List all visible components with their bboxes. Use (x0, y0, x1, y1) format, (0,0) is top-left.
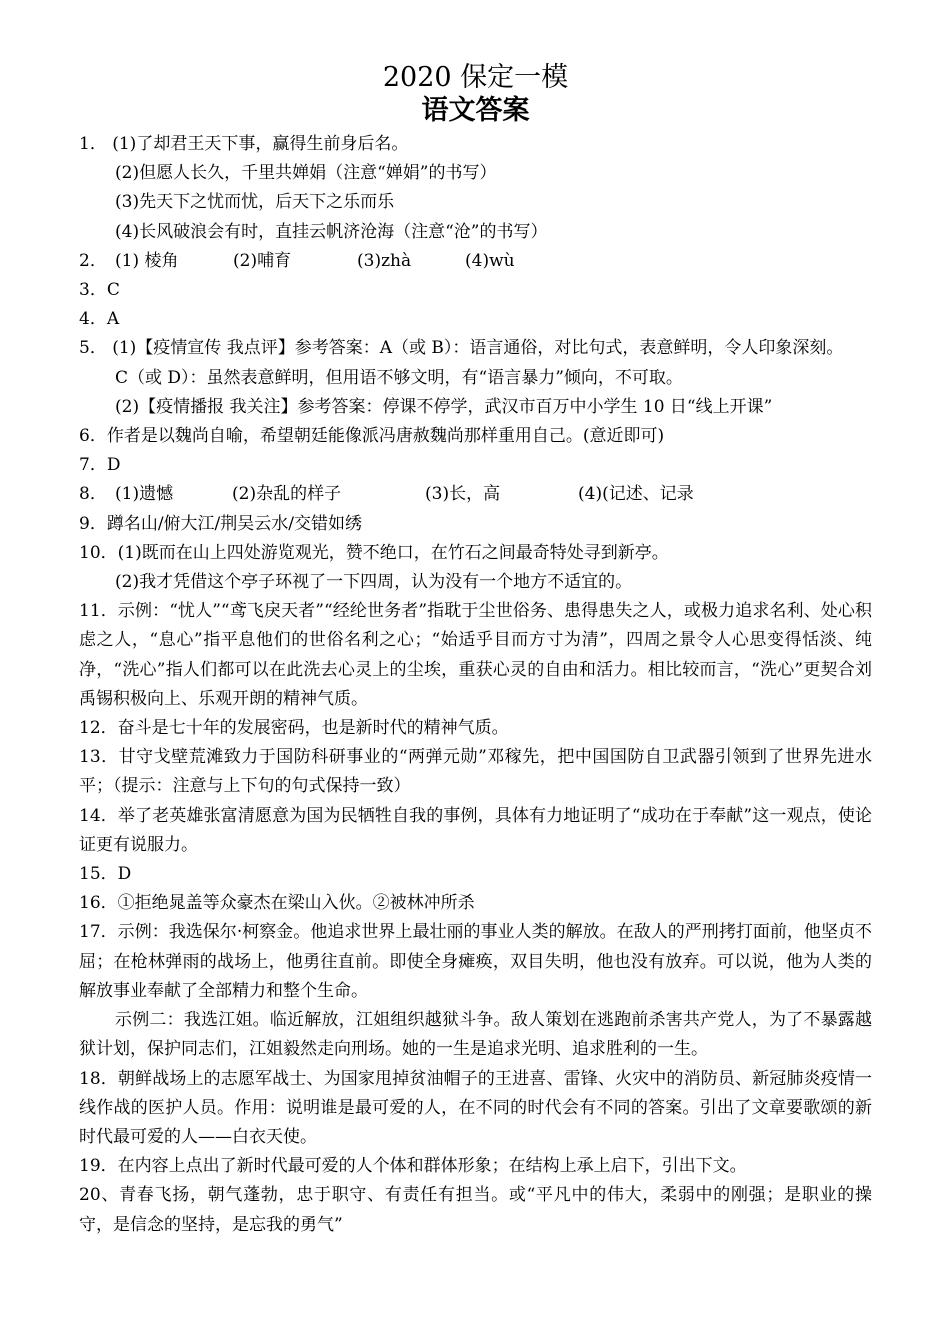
answer-2-item-3: (3)zhà (357, 250, 412, 271)
answer-1-item-3: (3)先天下之忧而忧，后天下之乐而乐 (115, 192, 395, 213)
answer-1-item-2: (2)但愿人长久，千里共婵娟（注意“婵娟”的书写） (115, 163, 497, 184)
answer-16: 16．①拒绝晁盖等众豪杰在梁山入伙。②被林冲所杀 (79, 893, 475, 914)
answer-2-item-1: (1) 棱角 (115, 250, 179, 271)
answer-13: 13．甘守戈壁荒滩致力于国防科研事业的“两弹元勋”邓稼先，把中国国防自卫武器引领到了世界先进水平；（提示：注意与上下句的句式保持一致） (79, 747, 872, 797)
answer-8-item-4: (4)(记述、记录 (578, 484, 694, 505)
answer-5-part-2: (2)【疫情播报 我关注】参考答案：停课不停学，武汉市百万中小学生 10 日“线上开课” (115, 396, 773, 417)
answer-3: 3．C (79, 280, 120, 301)
answer-1-item-1: (1)了却君王天下事，赢得生前身后名。 (112, 134, 409, 154)
answer-2-item-2: (2)哺育 (233, 250, 292, 271)
answer-10-part-1: 10．(1)既而在山上四处游览观光，赞不绝口，在竹石之间最奇特处寻到新亭。 (79, 542, 669, 563)
answer-9: 9．蹲名山/俯大江/荆吴云水/交错如绣 (79, 513, 362, 534)
answer-10-part-2: (2)我才凭借这个亭子环视了一下四周，认为没有一个地方不适宜的。 (115, 572, 633, 593)
answer-8-item-2: (2)杂乱的样子 (232, 484, 342, 505)
answer-7: 7．D (79, 455, 121, 476)
answer-12: 12．奋斗是七十年的发展密码，也是新时代的精神气质。 (79, 718, 509, 739)
answer-17-part-2: 示例二：我选江姐。临近解放，江姐组织越狱斗争。敌人策划在逃跑前杀害共产党人，为了不暴露越狱计划，保护同志们，江姐毅然走向刑场。她的一生是追求光明、追求胜利的一生。 (79, 1010, 872, 1060)
answer-19: 19．在内容上点出了新时代最可爱的人个体和群体形象；在结构上承上启下，引出下文。 (79, 1156, 747, 1177)
answer-8-item-3: (3)长，高 (425, 484, 501, 505)
page-title: 2020 保定一模 (382, 62, 569, 93)
answer-1-item-4: (4)长风破浪会有时，直挂云帆济沧海（注意“沧”的书写） (115, 221, 548, 242)
answer-2-label: 2． (79, 250, 107, 271)
answer-20: 20、青春飞扬，朝气蓬勃，忠于职守、有责任有担当。或“平凡中的伟大，柔弱中的刚强；是职业的操守，是信念的坚持，是忘我的勇气” (79, 1185, 872, 1235)
answer-8-item-1: (1)遗憾 (115, 484, 174, 505)
answer-5-part-1b: C（或 D）：虽然表意鲜明，但用语不够文明，有“语言暴力”倾向，不可取。 (115, 367, 683, 388)
answer-8 (79, 480, 872, 509)
answer-5-part-1: 5． (1)【疫情宣传 我点评】参考答案：A（或 B）：语言通俗，对比句式，表意鲜明，令人印象深刻。 (79, 338, 844, 359)
answer-1-label: 1． (79, 134, 107, 154)
answer-8-label: 8． (79, 484, 107, 505)
answer-15: 15．D (79, 864, 132, 885)
answer-2-item-4: (4)wù (465, 250, 515, 271)
answer-1 (79, 130, 872, 159)
answer-2 (79, 247, 872, 276)
answer-4: 4．A (79, 309, 120, 330)
answer-6: 6．作者是以魏尚自喻，希望朝廷能像派冯唐赦魏尚那样重用自己。(意近即可) (79, 426, 665, 447)
answer-18: 18．朝鲜战场上的志愿军战士、为国家甩掉贫油帽子的王进喜、雷锋、火灾中的消防员、新冠肺炎疫情一线作战的医护人员。作用：说明谁是最可爱的人，在不同的时代会有不同的答案。引出了文章要歌颂的新时代最可爱的人——白衣天使。 (79, 1068, 872, 1147)
answer-17-part-1: 17．示例：我选保尔·柯察金。他追求世界上最壮丽的事业人类的解放。在敌人的严刑拷打面前，他坚贞不屈；在枪林弹雨的战场上，他勇往直前。即使全身瘫痪，双目失明，他也没有放弃。可以说，他为人类的解放事业奉献了全部精力和整个生命。 (79, 922, 872, 1001)
answer-14: 14．举了老英雄张富清愿意为国为民牺牲自我的事例，具体有力地证明了“成功在于奉献”这一观点，使论证更有说服力。 (79, 805, 872, 855)
answer-sheet (79, 62, 872, 1240)
page-subtitle: 语文答案 (421, 95, 530, 126)
answer-11: 11．示例：“忧人”“鸢飞戾天者”“经纶世务者”指耽于尘世俗务、患得患失之人，或极力追求名利、处心积虑之人，“息心”指平息他们的世俗名利之心；“始适乎目而方寸为清”，四周之景令人心思变得恬淡、纯净，“洗心”指人们都可以在此洗去心灵上的尘埃，重获心灵的自由和活力。相比较而言，“洗心”更契合刘禹锡积极向上、乐观开朗的精神气质。 (79, 601, 872, 709)
